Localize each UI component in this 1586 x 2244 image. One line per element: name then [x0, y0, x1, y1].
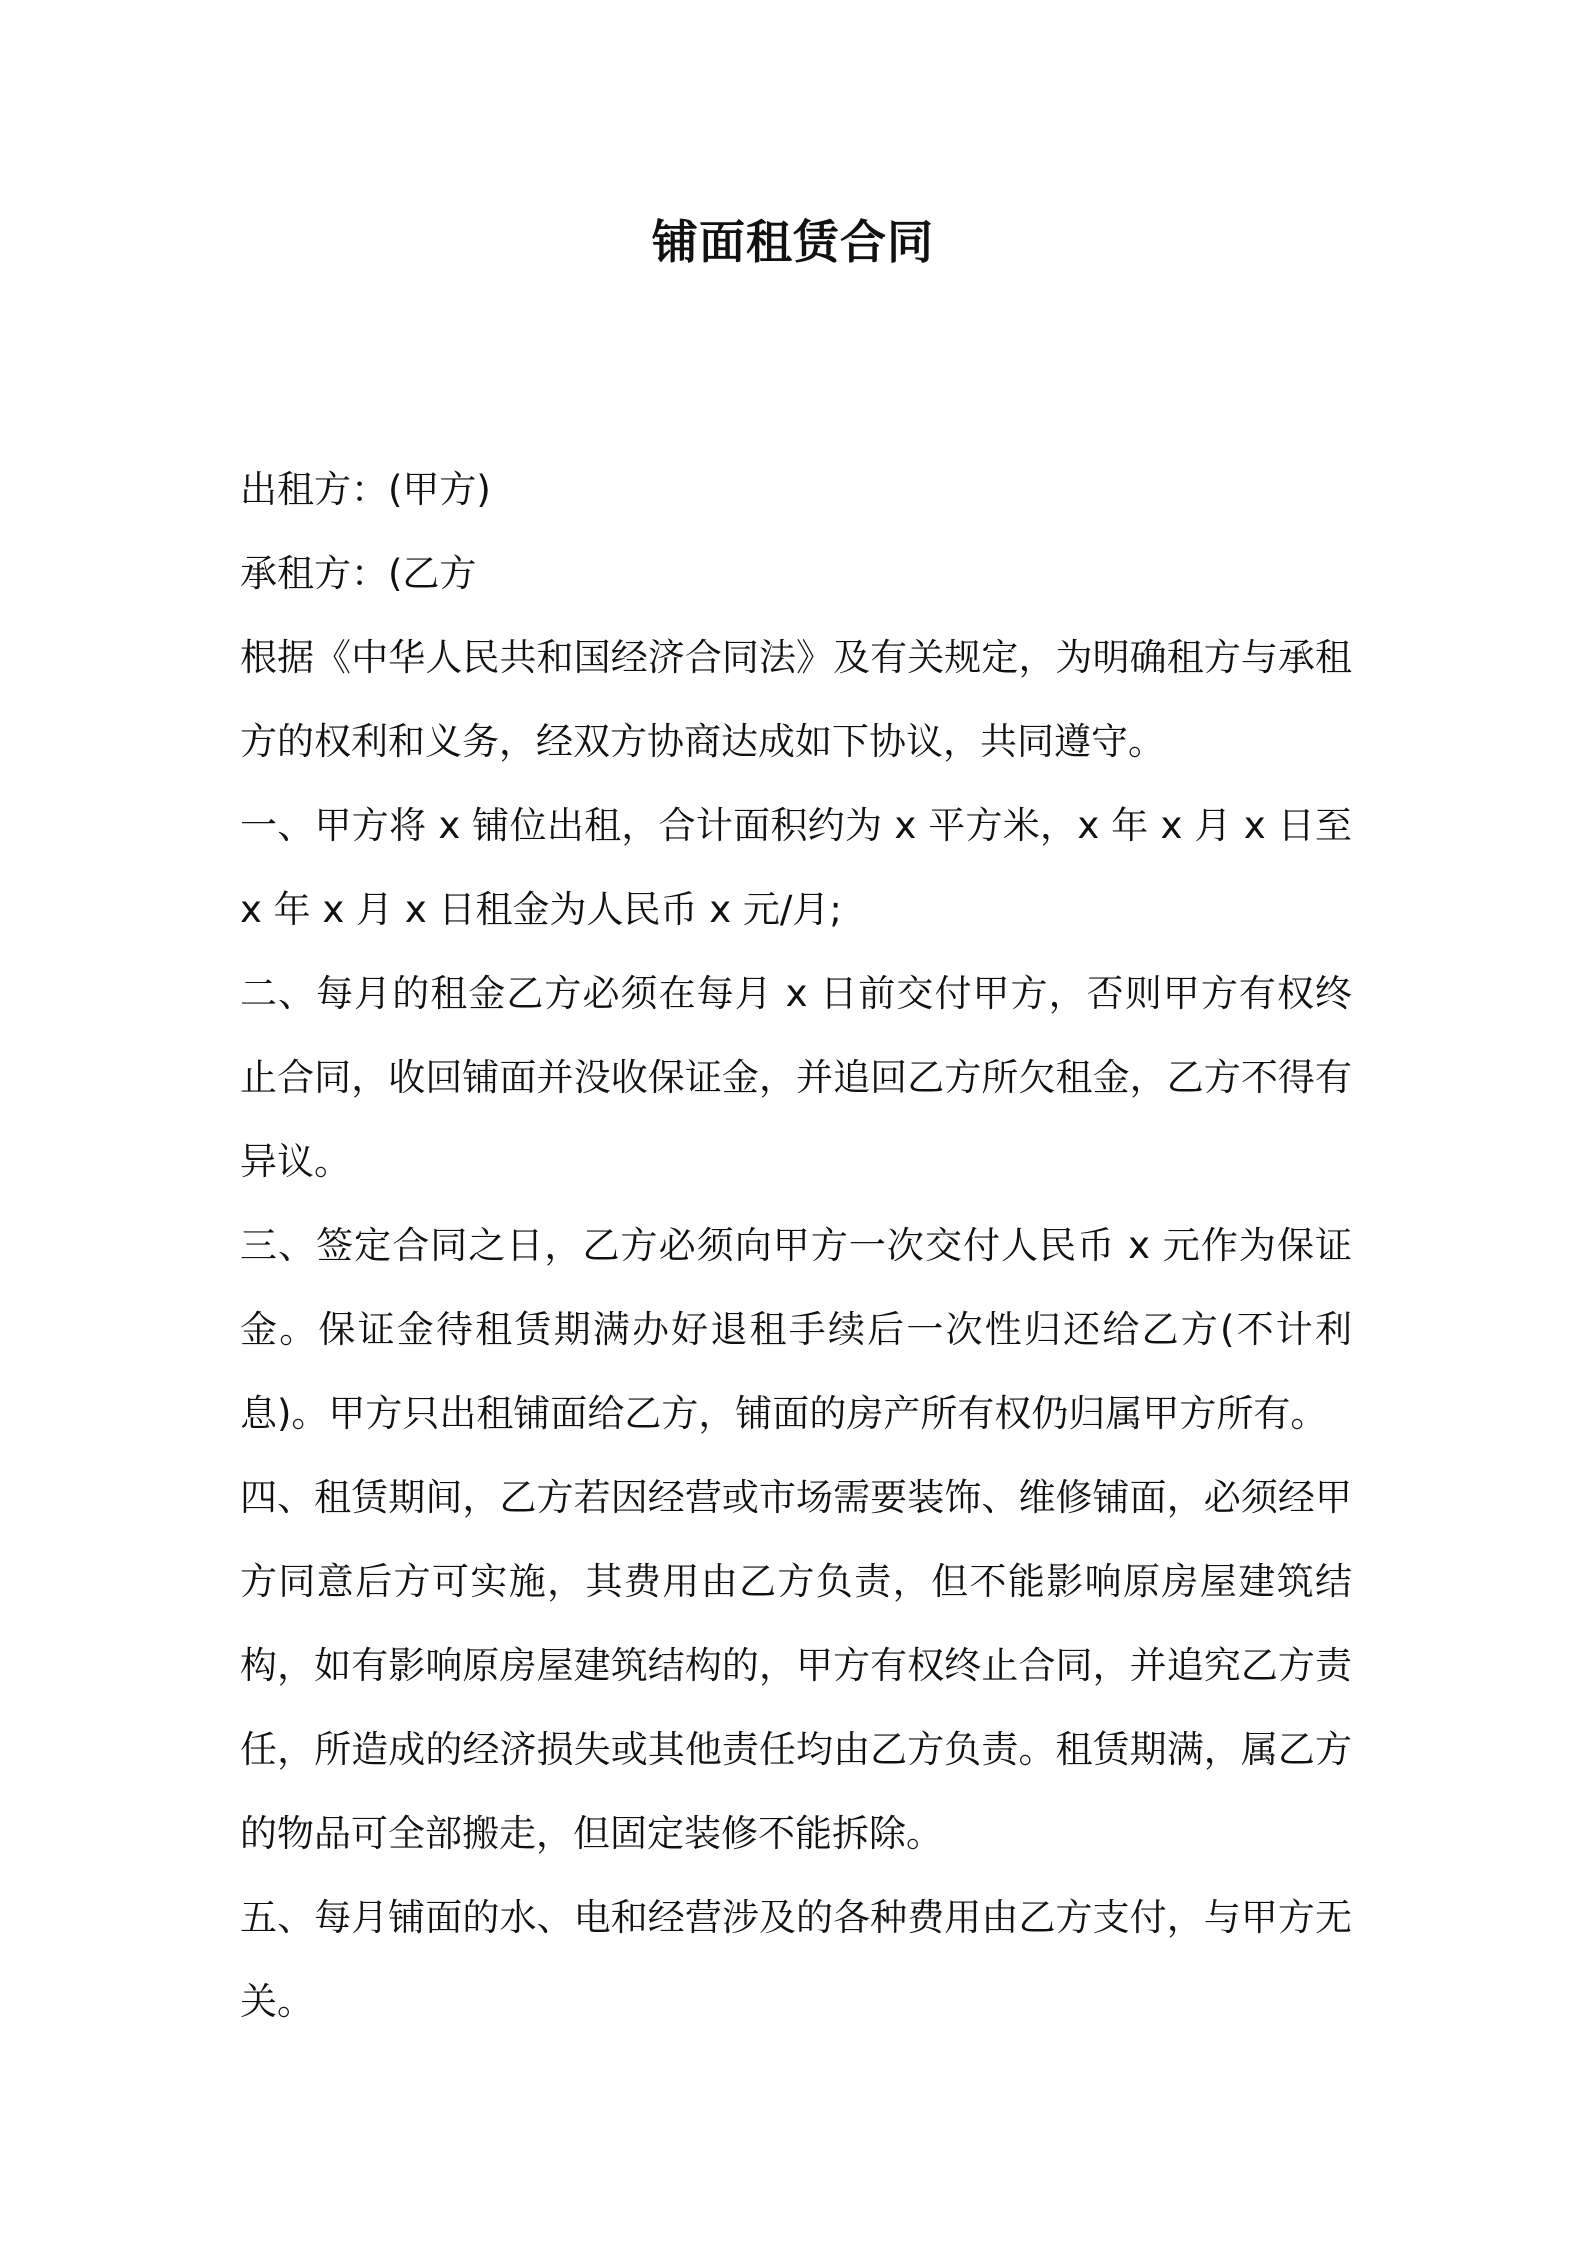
preamble-paragraph: 根据《中华人民共和国经济合同法》及有关规定，为明确租方与承租方的权利和义务，经双方协商达成如下协议，共同遵守。	[240, 636, 1352, 763]
document-body	[240, 448, 1352, 2044]
clause-paragraph: 二、每月的租金乙方必须在每月 x 日前交付甲方，否则甲方有权终止合同，收回铺面并没收保证金，并追回乙方所欠租金，乙方不得有异议。	[240, 972, 1352, 1183]
lessee-line: 承租方：(乙方	[240, 552, 477, 595]
clause-paragraph: 一、甲方将 x 铺位出租，合计面积约为 x 平方米，x 年 x 月 x 日至 x 年 x 月 x 日租金为人民币 x 元/月;	[240, 804, 1352, 931]
clause-paragraph: 四、租赁期间，乙方若因经营或市场需要装饰、维修铺面，必须经甲方同意后方可实施，其费用由乙方负责，但不能影响原房屋建筑结构，如有影响原房屋建筑结构的，甲方有权终止合同，并追究乙方责任，所造成的经济损失或其他责任均由乙方负责。租赁期满，属乙方的物品可全部搬走，但固定装修不能拆除。	[240, 1476, 1352, 1855]
clause-paragraph: 五、每月铺面的水、电和经营涉及的各种费用由乙方支付，与甲方无关。	[240, 1896, 1352, 2023]
document-title: 铺面租赁合同	[652, 215, 934, 269]
clause-paragraph: 三、签定合同之日，乙方必须向甲方一次交付人民币 x 元作为保证金。保证金待租赁期满办好退租手续后一次性归还给乙方(不计利息)。甲方只出租铺面给乙方，铺面的房产所有权仍归属甲方所有。	[240, 1224, 1352, 1435]
lessor-line: 出租方：(甲方)	[240, 468, 491, 511]
